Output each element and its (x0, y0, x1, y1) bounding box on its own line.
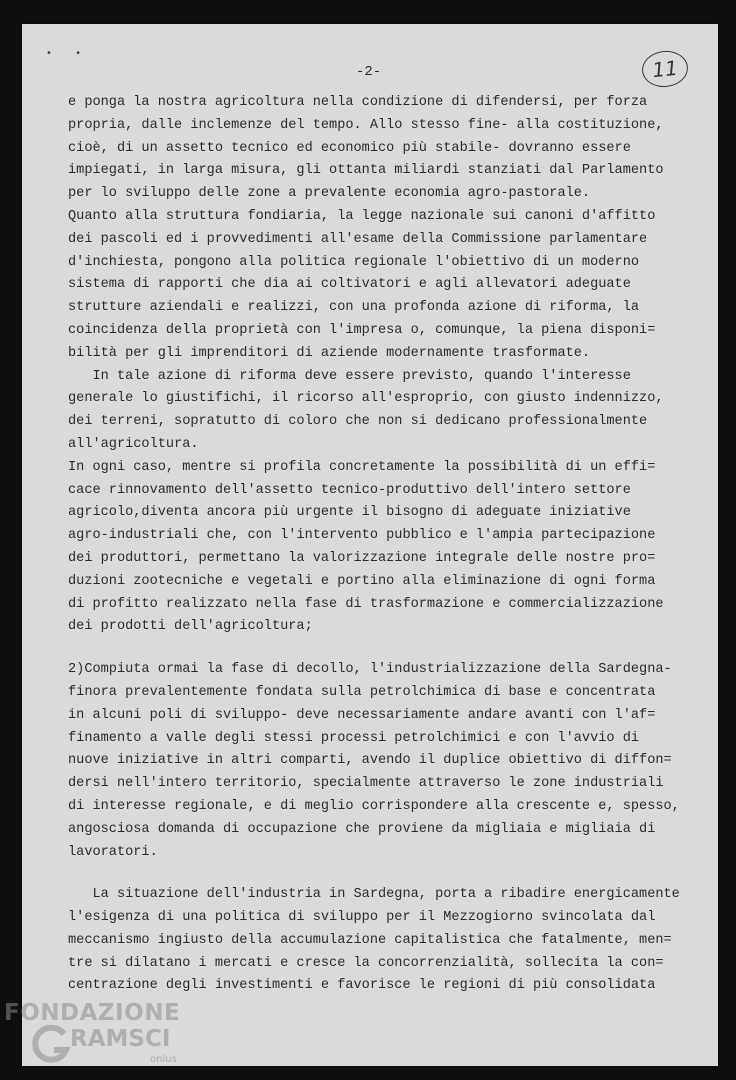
text-line: strutture aziendali e realizzi, con una profonda azione di riforma, la (68, 300, 640, 316)
text-line: impiegati, in larga misura, gli ottanta miliardi stanziati dal Parlamento (68, 163, 664, 179)
text-line: generale lo giustifichi, il ricorso all'esproprio, con giusto indennizzo, (68, 391, 664, 407)
text-line: In ogni caso, mentre si profila concretamente la possibilità di un effi= (68, 459, 656, 475)
paragraph-mezzogiorno (68, 884, 708, 998)
text-line: tre si dilatano i mercati e cresce la concorrenzialità, sollecita la con= (68, 955, 664, 971)
text-line: dei terreni, sopratutto di coloro che non si dedicano professionalmente (68, 414, 648, 430)
text-line: di interesse regionale, e di meglio corrispondere alla crescente e, spesso, (68, 798, 680, 814)
text-line: dersi nell'intero territorio, specialmente attraverso le zone industriali (68, 776, 664, 792)
text-line: nuove iniziative in altri comparti, avendo il duplice obiettivo di diffon= (68, 753, 672, 769)
paragraph-agriculture (68, 92, 708, 639)
document-page (22, 24, 718, 1066)
text-line: angosciosa domanda di occupazione che proviene da migliaia e migliaia di (68, 821, 656, 837)
paragraph-industry (68, 659, 708, 864)
text-line: dei produttori, permettano la valorizzazione integrale delle nostre pro= (68, 550, 656, 566)
paragraph-gap (68, 864, 708, 884)
text-line: in alcuni poli di sviluppo- deve necessariamente andare avanti con l'af= (68, 707, 656, 723)
watermark-suffix: onlus (150, 1054, 177, 1065)
text-line: propria, dalle inclemenze del tempo. Allo stesso fine- alla costituzione, (68, 117, 664, 133)
text-line: In tale azione di riforma deve essere previsto, quando l'interesse (68, 368, 631, 384)
paragraph-gap (68, 639, 708, 659)
page-number: -2- (356, 64, 382, 80)
document-body (68, 92, 708, 998)
text-line: 2)Compiuta ormai la fase di decollo, l'industrializzazione della Sardegna- (68, 662, 672, 678)
text-line: centrazione degli investimenti e favorisce le regioni di più consolidata (68, 978, 656, 994)
text-line: dei pascoli ed i provvedimenti all'esame della Commissione parlamentare (68, 231, 648, 247)
archive-number-stamp: 11 (640, 49, 690, 90)
text-line: sistema di rapporti che dia ai coltivatori e agli allevatori adeguate (68, 277, 631, 293)
text-line: duzioni zootecniche e vegetali e portino alla eliminazione di ogni forma (68, 573, 656, 589)
text-line: di profitto realizzato nella fase di trasformazione e commercializzazione (68, 596, 664, 612)
text-line: bilità per gli imprenditori di aziende modernamente trasformate. (68, 345, 591, 361)
text-line: dei prodotti dell'agricoltura; (68, 619, 313, 635)
gramsci-g-logo-icon (30, 1022, 74, 1066)
text-line: finamento a valle degli stessi processi petrolchimici e con l'avvio di (68, 730, 640, 746)
text-line: all'agricoltura. (68, 436, 199, 452)
fondazione-gramsci-watermark (4, 996, 224, 1076)
text-line: agricolo,diventa ancora più urgente il bisogno di adeguate iniziative (68, 505, 631, 521)
text-line: e ponga la nostra agricoltura nella condizione di difendersi, per forza (68, 95, 648, 110)
text-line: per lo sviluppo delle zone a prevalente economia agro-pastorale. (68, 186, 591, 202)
text-line: finora prevalentemente fondata sulla petrolchimica di base e concentrata (68, 684, 656, 700)
text-line: cioè, di un assetto tecnico ed economico più stabile- dovranno essere (68, 140, 631, 156)
text-line: l'esigenza di una politica di sviluppo per il Mezzogiorno svincolata dal (68, 910, 656, 926)
text-line: meccanismo ingiusto della accumulazione capitalistica che fatalmente, men= (68, 932, 672, 948)
text-line: d'inchiesta, pongono alla politica regionale l'obiettivo di un moderno (68, 254, 640, 270)
watermark-line-1: FONDAZIONE (4, 1000, 181, 1026)
text-line: cace rinnovamento dell'assetto tecnico-produttivo dell'intero settore (68, 482, 631, 498)
text-line: agro-industriali che, con l'intervento pubblico e l'ampia partecipazione (68, 528, 656, 544)
text-line: lavoratori. (68, 844, 158, 860)
watermark-line-2: RAMSCI (70, 1026, 171, 1052)
corner-marks: • • (46, 48, 91, 59)
text-line: La situazione dell'industria in Sardegna, porta a ribadire energicamente (68, 887, 680, 903)
text-line: Quanto alla struttura fondiaria, la legge nazionale sui canoni d'affitto (68, 208, 656, 224)
text-line: coincidenza della proprietà con l'impresa o, comunque, la piena disponi= (68, 322, 656, 338)
